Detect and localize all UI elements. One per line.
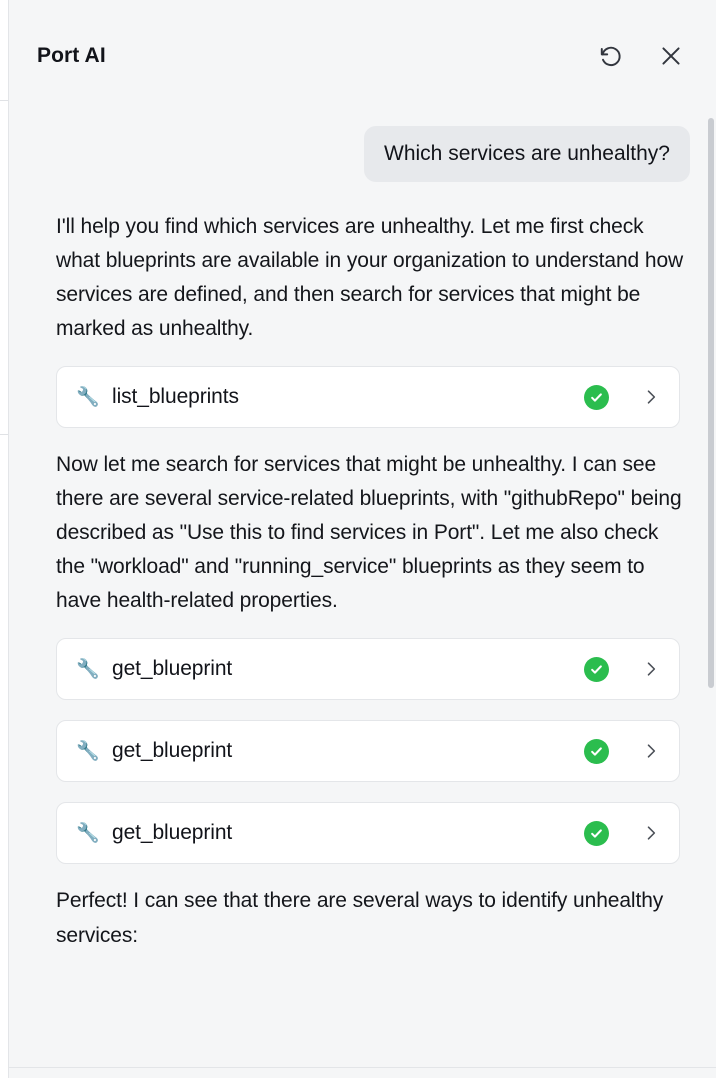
assistant-message: I'll help you find which services are unhealthy. Let me first check what blueprints are available in your organization to understand how services are defined, and then search for services that might be marked as unhealthy. bbox=[56, 215, 684, 341]
port-ai-panel bbox=[8, 0, 716, 1078]
status-badge bbox=[584, 385, 609, 410]
status-badge bbox=[584, 821, 609, 846]
tool-call-label: list_blueprints bbox=[112, 385, 239, 409]
panel-header bbox=[9, 0, 716, 112]
tool-call-card[interactable] bbox=[56, 638, 680, 700]
status-badge bbox=[584, 739, 609, 764]
tool-call-label: get_blueprint bbox=[112, 821, 233, 845]
assistant-message: Perfect! I can see that there are several ways to identify unhealthy services: bbox=[56, 889, 664, 947]
refresh-icon[interactable] bbox=[594, 39, 628, 73]
header-actions bbox=[594, 39, 688, 73]
tool-call-card[interactable] bbox=[56, 802, 680, 864]
window-edge-strip bbox=[0, 0, 8, 1078]
wrench-icon: 🔧 bbox=[76, 822, 100, 844]
chevron-right-icon[interactable] bbox=[641, 659, 661, 679]
wrench-icon: 🔧 bbox=[76, 740, 100, 762]
chevron-right-icon[interactable] bbox=[641, 823, 661, 843]
tool-call-card[interactable] bbox=[56, 366, 680, 428]
close-icon[interactable] bbox=[654, 39, 688, 73]
panel-divider bbox=[9, 1067, 716, 1068]
tool-call-label: get_blueprint bbox=[112, 739, 233, 763]
page-title: Port AI bbox=[37, 44, 106, 67]
tool-call-label: get_blueprint bbox=[112, 657, 233, 681]
wrench-icon: 🔧 bbox=[76, 658, 100, 680]
wrench-icon: 🔧 bbox=[76, 386, 100, 408]
chevron-right-icon[interactable] bbox=[641, 741, 661, 761]
assistant-message: Now let me search for services that might be unhealthy. I can see there are several service-related blueprints, with "githubRepo" being described as "Use this to find services in Port". Let me also check the "workload" and "running_service" blueprints as they seem to have health-related properties. bbox=[56, 453, 682, 613]
user-message: Which services are unhealthy? bbox=[364, 126, 690, 182]
tool-call-card[interactable] bbox=[56, 720, 680, 782]
user-message-row bbox=[35, 126, 690, 182]
scrollbar-thumb[interactable] bbox=[708, 118, 714, 688]
chevron-right-icon[interactable] bbox=[641, 387, 661, 407]
status-badge bbox=[584, 657, 609, 682]
conversation-scroll-area[interactable] bbox=[9, 112, 716, 1078]
